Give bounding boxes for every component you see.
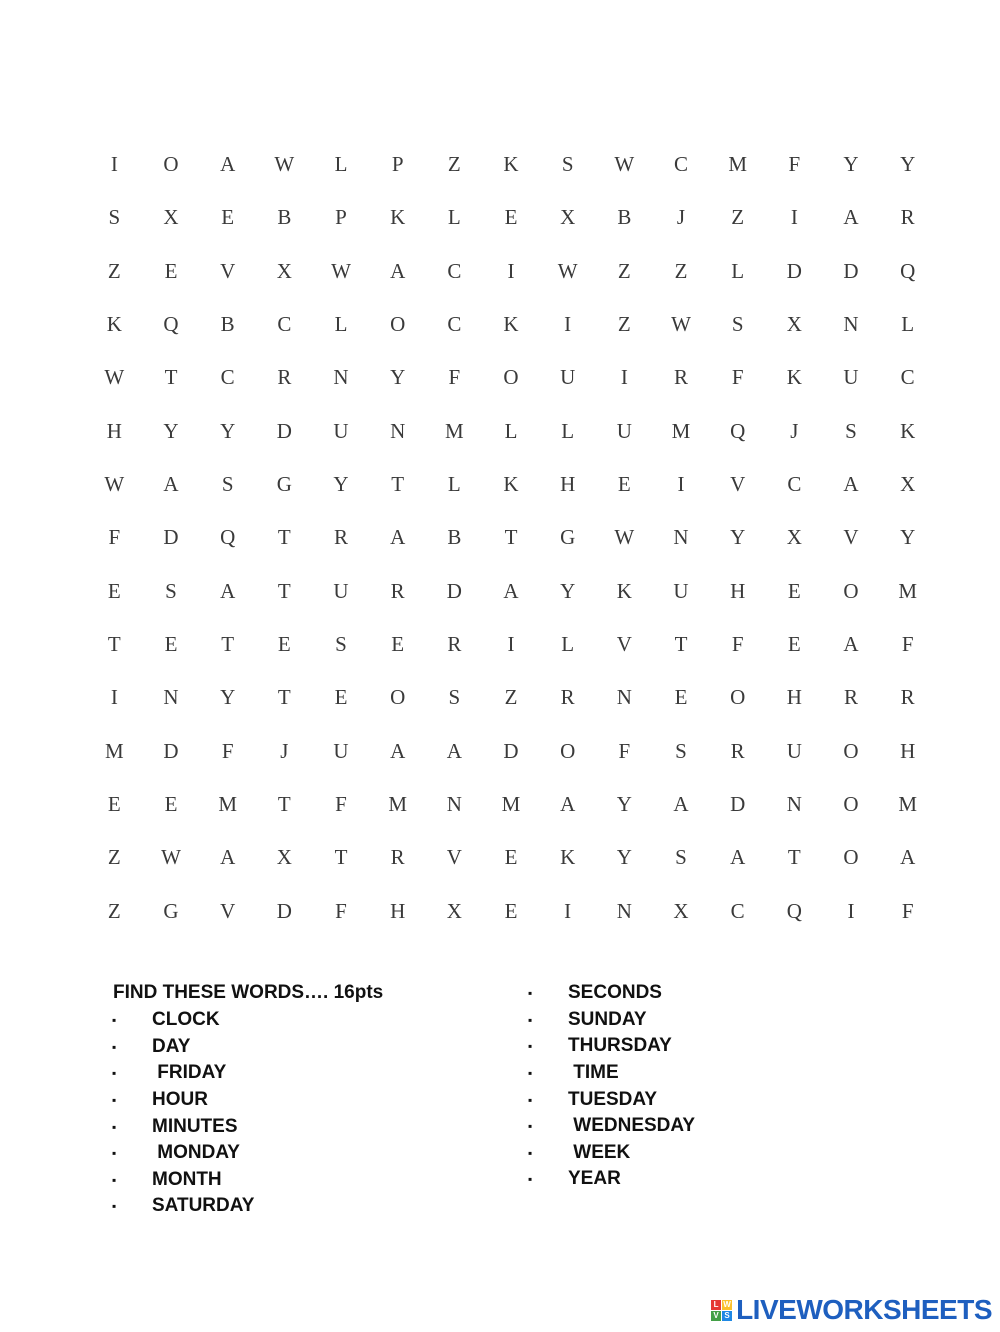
grid-letter: G [276,472,292,497]
grid-letter: L [447,205,461,230]
grid-letter: I [507,258,515,283]
word-label: MINUTES [152,1115,238,1137]
word-list-item [528,1140,695,1167]
word-label: SECONDS [568,982,662,1004]
grid-letter: A [560,792,576,817]
grid-letter: N [616,898,632,923]
word-list-item [528,1007,695,1034]
word-list-item [112,1060,254,1087]
grid-letter: D [730,792,746,817]
grid-letter: D [446,578,462,603]
grid-letter: A [673,792,689,817]
grid-letter: D [276,898,292,923]
bullet-icon: ▪ [112,1066,117,1081]
bullet-icon: ▪ [112,1146,117,1161]
grid-letter: E [504,205,518,230]
grid-letter: Q [786,898,802,923]
grid-letter: H [560,472,576,497]
grid-letter: A [220,578,236,603]
grid-letter: R [390,578,405,603]
grid-letter: K [390,205,406,230]
grid-letter: E [221,205,235,230]
grid-letter: D [503,738,519,763]
grid-letter: R [900,205,915,230]
grid-letter: V [220,258,236,283]
grid-letter: I [564,312,572,337]
bullet-icon: ▪ [528,1119,533,1134]
word-list-item [112,1167,254,1194]
grid-letter: V [220,898,236,923]
grid-letter: E [504,898,518,923]
grid-letter: L [901,312,915,337]
grid-letter: O [163,152,179,177]
bullet-icon: ▪ [112,1093,117,1108]
grid-letter: A [730,845,746,870]
bullet-icon: ▪ [528,1145,533,1160]
word-list-item [112,1140,254,1167]
grid-letter: L [334,152,348,177]
grid-letter: W [557,258,578,283]
grid-letter: M [898,792,917,817]
grid-letter: Y [900,525,916,550]
grid-letter: K [503,312,519,337]
grid-letter: A [843,205,859,230]
grid-letter: I [110,685,118,710]
grid-letter: E [107,792,121,817]
grid-letter: F [731,632,744,657]
grid-letter: E [391,632,405,657]
grid-letter: T [277,792,291,817]
grid-letter: U [786,738,802,763]
word-list-item [528,1033,695,1060]
grid-letter: O [503,365,519,390]
grid-letter: U [673,578,689,603]
grid-letter: E [277,632,291,657]
grid-letter: I [620,365,628,390]
grid-letter: J [676,205,686,230]
grid-letter: K [786,365,802,390]
grid-letter: O [843,792,859,817]
grid-letter: I [507,632,515,657]
grid-letter: U [333,418,349,443]
grid-letter: D [163,525,179,550]
grid-letter: H [786,685,802,710]
grid-letter: S [675,845,687,870]
word-list-item [112,1193,254,1220]
grid-letter: L [561,632,575,657]
grid-letter: C [730,898,745,923]
grid-letter: X [786,525,802,550]
grid-letter: E [164,792,178,817]
grid-letter: C [220,365,235,390]
grid-letter: F [788,152,801,177]
grid-letter: A [843,632,859,657]
grid-letter: T [334,845,348,870]
grid-letter: P [335,205,347,230]
grid-letter: T [107,632,121,657]
grid-letter: E [617,472,631,497]
grid-letter: U [843,365,859,390]
grid-letter: F [335,898,347,923]
grid-letter: U [333,738,349,763]
grid-letter: Y [900,152,916,177]
word-list-item [112,1007,254,1034]
grid-letter: I [847,898,855,923]
grid-letter: Y [843,152,859,177]
grid-letter: U [616,418,632,443]
grid-letter: E [787,632,801,657]
grid-letter: L [447,472,461,497]
grid-letter: R [390,845,405,870]
grid-letter: O [560,738,576,763]
grid-letter: E [674,685,688,710]
grid-letter: C [447,258,462,283]
grid-letter: Y [333,472,349,497]
grid-letter: Q [730,418,746,443]
grid-letter: A [220,845,236,870]
grid-letter: R [333,525,348,550]
word-label: MONDAY [152,1142,240,1164]
grid-letter: S [731,312,744,337]
grid-letter: Q [220,525,236,550]
grid-letter: L [504,418,518,443]
word-label: HOUR [152,1089,208,1111]
grid-letter: E [334,685,348,710]
grid-letter: D [843,258,859,283]
grid-letter: R [673,365,688,390]
grid-letter: L [334,312,348,337]
grid-letter: F [108,525,121,550]
word-label: SATURDAY [152,1195,255,1217]
grid-letter: T [277,685,291,710]
grid-letter: A [900,845,916,870]
word-list-item [528,1060,695,1087]
grid-letter: A [220,152,236,177]
grid-letter: N [673,525,689,550]
grid-letter: P [391,152,404,177]
word-list-item [528,1086,695,1113]
bullet-icon: ▪ [112,1119,117,1134]
word-label: DAY [152,1035,191,1057]
grid-letter: Y [616,792,632,817]
bullet-icon: ▪ [112,1039,117,1054]
grid-letter: Q [163,312,179,337]
grid-letter: N [163,685,179,710]
grid-letter: W [614,525,635,550]
grid-letter: E [787,578,801,603]
grid-letter: A [446,738,462,763]
grid-letter: T [277,525,291,550]
grid-letter: Z [617,312,631,337]
grid-letter: Z [731,205,745,230]
grid-letter: O [730,685,746,710]
grid-letter: I [110,152,118,177]
grid-letter: W [104,472,125,497]
bullet-icon: ▪ [528,986,533,1001]
grid-letter: C [673,152,688,177]
grid-letter: O [390,312,406,337]
word-list-left [112,1007,254,1220]
grid-letter: I [790,205,798,230]
grid-letter: C [787,472,802,497]
grid-letter: E [107,578,121,603]
grid-letter: F [731,365,744,390]
word-label: THURSDAY [568,1035,672,1057]
grid-letter: W [671,312,691,337]
grid-letter: X [276,258,292,283]
grid-letter: R [560,685,575,710]
word-label: TUESDAY [568,1088,658,1110]
grid-letter: S [675,738,687,763]
grid-letter: F [335,792,347,817]
logo-tile: W [723,1300,731,1309]
logo-tile: V [711,1311,721,1321]
grid-letter: M [104,738,124,763]
grid-letter: W [274,152,295,177]
grid-letter: Y [730,525,746,550]
grid-letter: M [671,418,691,443]
grid-letter: N [616,685,632,710]
word-list-item [528,980,695,1007]
grid-letter: N [843,312,859,337]
grid-letter: F [618,738,631,763]
grid-letter: T [674,632,688,657]
grid-letter: K [503,152,519,177]
grid-letter: U [333,578,349,603]
grid-letter: T [787,845,801,870]
grid-letter: V [843,525,859,550]
grid-letter: Q [900,258,916,283]
grid-letter: T [504,525,518,550]
grid-letter: M [388,792,407,817]
grid-letter: N [446,792,462,817]
grid-letter: O [390,685,406,710]
word-list-item [112,1034,254,1061]
grid-letter: Z [447,152,461,177]
grid-letter: X [163,205,179,230]
grid-letter: X [900,472,916,497]
grid-letter: X [276,845,292,870]
grid-letter: Y [560,578,576,603]
grid-letter: G [163,898,179,923]
grid-letter: M [444,418,464,443]
grid-letter: H [900,738,916,763]
grid-letter: L [731,258,745,283]
grid-letter: X [560,205,576,230]
bullet-icon: ▪ [112,1172,117,1187]
grid-letter: A [390,738,406,763]
grid-letter: O [843,738,859,763]
bullet-icon: ▪ [112,1013,117,1028]
grid-letter: Z [504,685,518,710]
grid-letter: B [277,205,292,230]
grid-letter: H [106,418,122,443]
grid-letter: O [843,845,859,870]
word-label: WEEK [568,1141,631,1163]
logo-tile: L [711,1300,721,1310]
grid-letter: S [845,418,857,443]
grid-letter: U [560,365,576,390]
grid-letter: Z [107,845,121,870]
grid-letter: W [614,152,635,177]
grid-letter: G [560,525,576,550]
grid-letter: E [164,258,178,283]
grid-letter: S [165,578,177,603]
brand-name: LIVEWORKSHEETS [736,1294,992,1325]
grid-letter: F [901,898,914,923]
grid-letter: V [446,845,462,870]
grid-letter: V [616,632,632,657]
grid-letter: O [843,578,859,603]
grid-letter: E [164,632,178,657]
grid-letter: D [786,258,802,283]
grid-letter: Z [674,258,688,283]
grid-letter: Y [220,418,236,443]
grid-letter: Z [617,258,631,283]
word-label: SUNDAY [568,1008,647,1030]
word-list-item [528,1113,695,1140]
grid-letter: D [163,738,179,763]
word-label: MONTH [152,1168,222,1190]
grid-letter: X [673,898,689,923]
bullet-icon: ▪ [528,1066,533,1081]
grid-letter: V [730,472,746,497]
grid-letter: C [277,312,292,337]
grid-letter: N [786,792,802,817]
grid-letter: Y [220,685,236,710]
liveworksheets-logo [711,1294,992,1326]
grid-letter: W [331,258,351,283]
grid-letter: C [900,365,915,390]
grid-letter: F [221,738,234,763]
grid-letter: A [843,472,859,497]
grid-letter: K [560,845,576,870]
grid-letter: Z [107,898,121,923]
grid-letter: S [448,685,461,710]
word-label: FRIDAY [152,1062,227,1084]
grid-letter: S [561,152,574,177]
grid-letter: A [503,578,519,603]
grid-letter: K [616,578,632,603]
grid-letter: L [561,418,575,443]
grid-letter: N [333,365,349,390]
grid-letter: B [617,205,632,230]
grid-letter: W [161,845,181,870]
grid-letter: Z [107,258,121,283]
grid-letter: D [276,418,292,443]
grid-letter: S [108,205,121,230]
grid-letter: Y [163,418,179,443]
grid-letter: A [163,472,179,497]
grid-letter: C [447,312,462,337]
word-label: WEDNESDAY [568,1115,696,1137]
word-label: TIME [568,1062,619,1084]
grid-letter: J [790,418,799,443]
grid-letter: E [504,845,518,870]
grid-letter: A [390,525,406,550]
grid-letter: H [730,578,746,603]
grid-letter: J [280,738,289,763]
grid-letter: R [730,738,745,763]
bullet-icon: ▪ [528,1092,533,1107]
bullet-icon: ▪ [528,1012,533,1027]
grid-letter: M [898,578,917,603]
grid-letter: R [447,632,462,657]
word-search-grid [86,138,936,938]
grid-letter: K [503,472,519,497]
grid-letter: M [728,152,747,177]
word-label: CLOCK [152,1009,220,1031]
bullet-icon: ▪ [112,1199,117,1214]
grid-letter: N [390,418,406,443]
grid-letter: K [106,312,122,337]
grid-letter: H [390,898,406,923]
grid-letter: K [900,418,916,443]
grid-letter: F [448,365,461,390]
grid-letter: I [564,898,572,923]
grid-letter: T [164,365,178,390]
grid-letter: T [391,472,405,497]
grid-letter: M [218,792,237,817]
bullet-icon: ▪ [528,1172,533,1187]
grid-letter: R [277,365,292,390]
grid-letter: T [277,578,291,603]
grid-letter: A [390,258,406,283]
grid-letter: Y [616,845,632,870]
word-list-title: FIND THESE WORDS…. 16pts [113,982,384,1003]
grid-letter: R [900,685,915,710]
grid-letter: T [221,632,235,657]
grid-letter: M [501,792,521,817]
bullet-icon: ▪ [528,1039,533,1054]
grid-letter: R [843,685,858,710]
grid-letter: S [221,472,234,497]
word-list-item [528,1166,695,1193]
logo-tile: S [722,1311,732,1321]
word-list-item [112,1113,254,1140]
grid-letter: Y [390,365,406,390]
liveworksheets-logo-icon [711,1300,732,1321]
grid-letter: F [901,632,914,657]
grid-letter: I [677,472,685,497]
grid-letter: B [220,312,235,337]
word-list-right [528,980,695,1193]
grid-letter: X [446,898,462,923]
grid-letter: S [335,632,347,657]
grid-letter: B [447,525,462,550]
grid-letter: X [786,312,802,337]
word-list-item [112,1087,254,1114]
grid-letter: W [104,365,125,390]
word-label: YEAR [568,1168,621,1190]
